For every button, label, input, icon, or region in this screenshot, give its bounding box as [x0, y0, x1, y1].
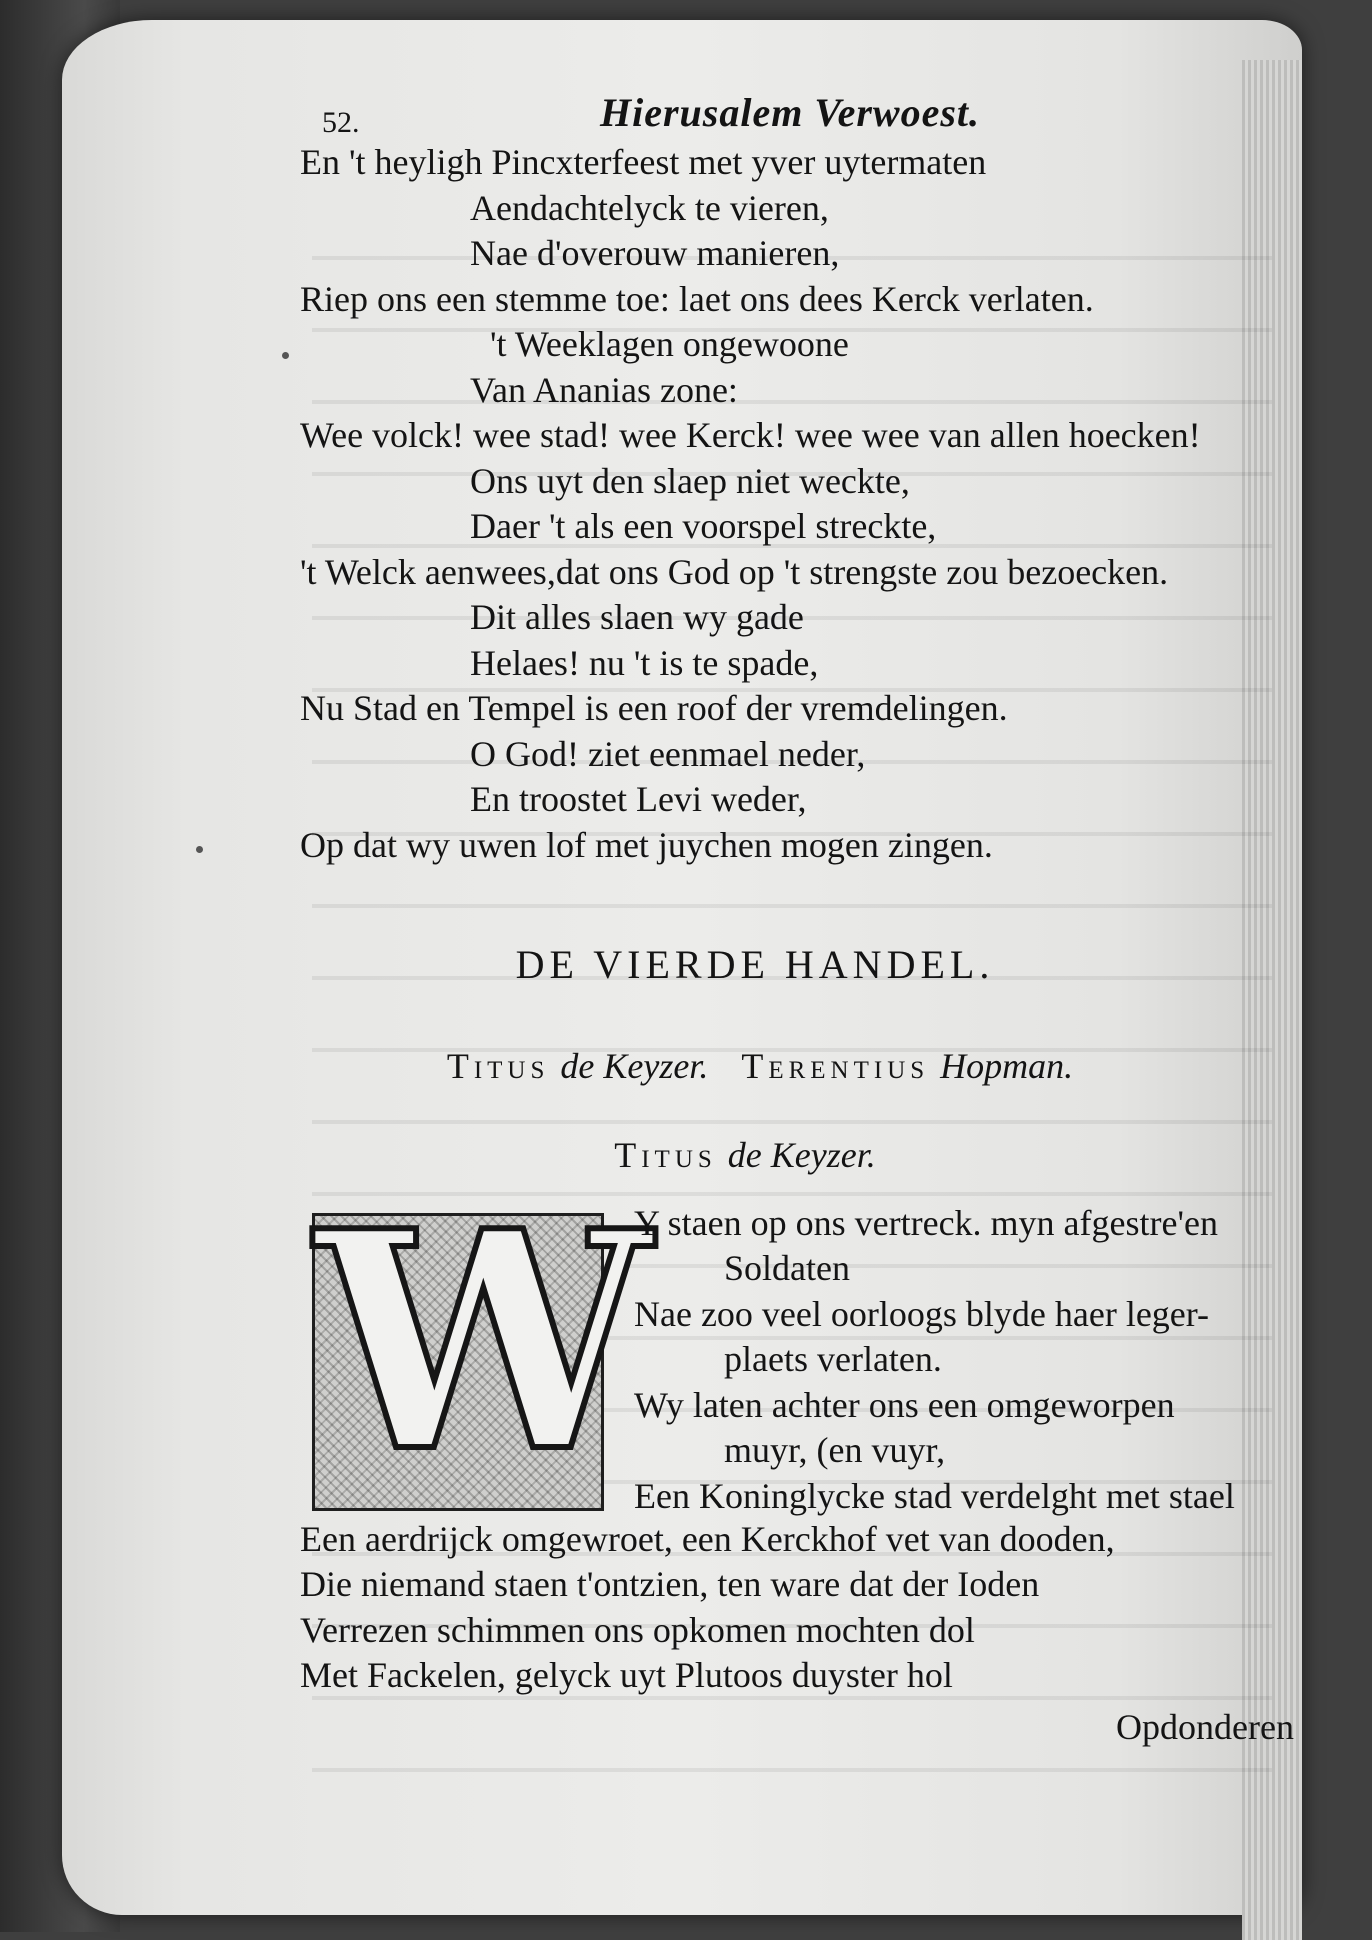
verse-line: Dit alles slaen wy gade [470, 597, 804, 637]
verse-line: Een aerdrijck omgewroet, een Kerckhof vet van dooden, [300, 1518, 1115, 1559]
verse-line: O God! ziet eenmael neder, [470, 733, 866, 774]
verse-line: Wee volck! wee stad! wee Kerck! wee wee van allen hoecken! [300, 415, 1201, 455]
verse-line: Riep ons een stemme toe: laet ons dees Kerck verlaten. [300, 278, 1094, 319]
verse-line: Nu Stad en Tempel is een roof der vremdelingen. [300, 688, 1008, 728]
verse-line: Helaes! nu 't is te spade, [470, 642, 819, 683]
verse-line: muyr, (en vuyr, [724, 1430, 946, 1470]
verse-line: Daer 't als een voorspel streckte, [470, 506, 937, 546]
page-number: 52. [322, 106, 360, 139]
catchword: Opdonderen [1116, 1706, 1294, 1747]
verse-line: En troostet Levi weder, [470, 779, 807, 819]
lines-beside-initial [634, 1201, 1334, 1520]
person-role: de Keyzer. [560, 1045, 709, 1086]
decorated-initial [312, 1164, 652, 1518]
verse-line: Soldaten [724, 1248, 850, 1288]
verse-line: Nae d'overouw manieren, [470, 233, 840, 273]
verse-line: Op dat wy uwen lof met juychen mogen zingen. [300, 824, 993, 865]
verse-line: Wy laten achter ons een omgeworpen [634, 1384, 1175, 1425]
running-head [300, 84, 1300, 140]
verse-line: Nae zoo veel oorloogs blyde haer leger- [634, 1293, 1210, 1334]
person-name: Terentius [741, 1045, 930, 1086]
page-text [300, 84, 1300, 1750]
verse-line: Y staen op ons vertreck. myn afgestre'en [634, 1202, 1218, 1243]
running-title: Hierusalem Verwoest. [600, 90, 981, 135]
verse-line: Die niemand staen t'ontzien, ten ware dat der Ioden [300, 1564, 1040, 1604]
chorus-stanza [300, 140, 1300, 868]
verse-line: plaets verlaten. [724, 1339, 942, 1379]
binding-hole [196, 846, 203, 853]
speaker-name: Titus [614, 1135, 717, 1175]
verse-line: Aendachtelyck te vieren, [470, 187, 829, 228]
verse-line: Ons uyt den slaep niet weckte, [470, 460, 910, 501]
initial-letter: W [315, 1164, 652, 1518]
person-role: Hopman. [940, 1045, 1074, 1086]
speaker-role: de Keyzer. [727, 1135, 876, 1175]
verse-line: 't Welck aenwees,dat ons God op 't strengste zou bezoecken. [300, 551, 1169, 592]
verse-line: 't Weeklagen ongewoone [490, 324, 849, 364]
verse-line: Van Ananias zone: [470, 369, 738, 410]
verse-line: En 't heyligh Pincxterfeest met yver uytermaten [300, 142, 987, 182]
verse-line: Verrezen schimmen ons opkomen mochten dol [300, 1609, 975, 1650]
person-name: Titus [446, 1045, 550, 1086]
speech-continued [300, 1517, 1300, 1699]
verse-line: Met Fackelen, gelyck uyt Plutoos duyster hol [300, 1655, 953, 1695]
verse-line: Een Koninglycke stad verdelght met stael [634, 1475, 1235, 1516]
binding-hole [282, 352, 289, 359]
act-title: DE VIERDE HANDEL. [515, 942, 995, 987]
speech-opening [300, 1164, 1300, 1518]
dramatis-personae [300, 1044, 1300, 1090]
